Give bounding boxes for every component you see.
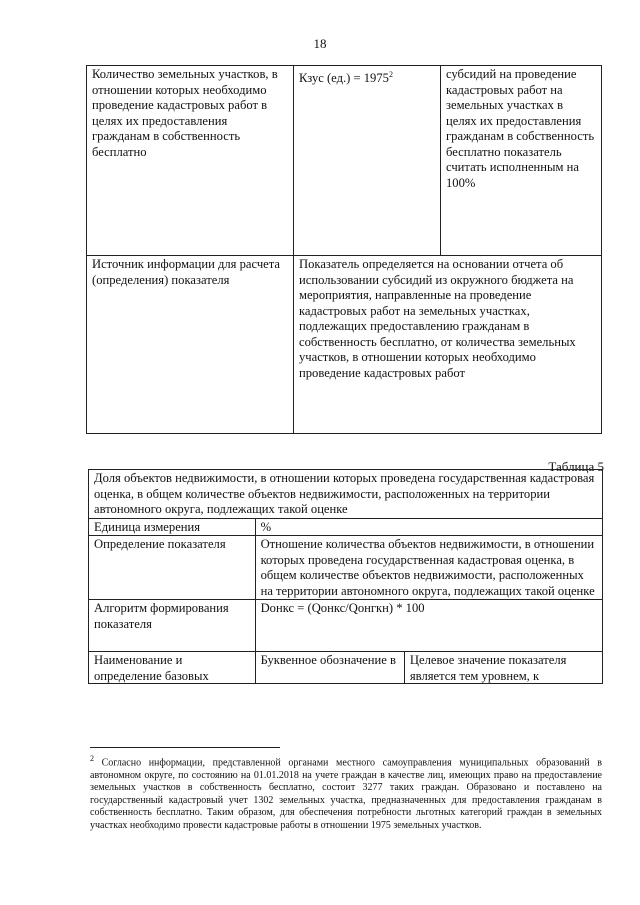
info-source-value: Показатель определяется на основании отчета об использовании субсидий из окружного бюджета на мероприятия, направленные на проведение кадастровых работ на земельных участках, подлежащих предоставлению гражданам в собственность бесплатно, от количества земельных участков, в отношении которых необходимо проведение кадастровых работ [294,256,602,434]
indicator-table-continuation [86,65,602,434]
footnote-reference: 2 [388,70,393,79]
names-col3 [404,652,602,684]
names-col3-text: Целевое значение показателя является тем уровнем, к [409,653,567,683]
table5-header: Доля объектов недвижимости, в отношении которых проведена государственная кадастровая оценка, в общем количестве объектов недвижимости, расположенных на территории автономного округа, подлежащих такой оценке [89,470,603,519]
target-value-cell: субсидий на проведение кадастровых работ на земельных участках в целях их предоставления гражданам в собственность бесплатно показатель считать исполненным на 100% [441,66,602,256]
names-col2 [255,652,404,684]
definition-label: Определение показателя [89,536,256,600]
formula-text: Кзус (ед.) = 1975 [299,71,389,86]
table-row [89,600,603,652]
table-row [87,66,602,256]
row-label-info-source: Источник информации для расчета (определения) показателя [87,256,294,434]
names-col1 [89,652,256,684]
algorithm-label: Алгоритм формирования показателя [89,600,256,652]
table-row [89,536,603,600]
footnote [90,753,602,832]
unit-value: % [255,518,602,536]
table-row [89,652,603,684]
table-row [89,470,603,519]
footnote-mark: 2 [90,754,94,763]
algorithm-value: Dонкс = (Qонкс/Qонгкн) * 100 [255,600,602,652]
table-row [89,518,603,536]
table-row [87,256,602,434]
formula-cell [294,66,441,256]
unit-label: Единица измерения [89,518,256,536]
table-caption: Таблица 5 [548,459,604,474]
definition-value: Отношение количества объектов недвижимости, в отношении которых проведена государственная кадастровая оценка, в общем количестве объектов недвижимости, расположенных на территории автономного округа, подлежащих такой оценке [255,536,602,600]
table-5 [88,469,603,684]
row-label-land-plots-count: Количество земельных участков, в отношении которых необходимо проведение кадастровых работ в целях их предоставления гражданам в собственность бесплатно [87,66,294,256]
names-col1-text: Наименование и определение базовых [94,653,209,683]
page-number: 18 [313,36,327,51]
footnote-text: Согласно информации, представленной органами местного самоуправления муниципальных образований в автономном округе, по состоянию на 01.01.2018 на учете граждан в качестве лиц, имеющих право на предоставление земельных участков в собственность бесплатно, состоит 3277 таких граждан. Образовано и поставлено на государственный кадастровый учет 1302 земельных участка, предназначенных для предоставления гражданам в собственность бесплатно. Таким образом, для обеспечения потребности льготных категорий граждан в земельных участках необходимо провести кадастровые работы в отношении 1975 земельных участков. [90,757,602,831]
footnote-divider [90,747,280,748]
names-col2-text: Буквенное обозначение в [260,653,396,667]
